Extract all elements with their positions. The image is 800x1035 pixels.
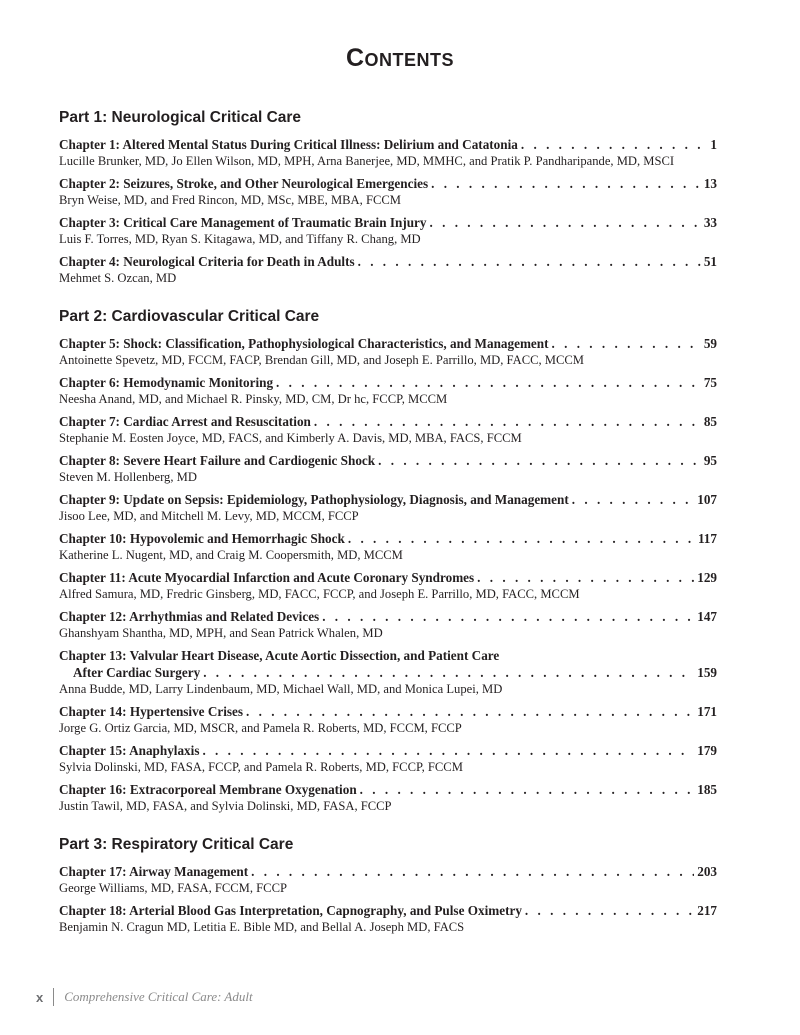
chapter-title-line: [59, 703, 717, 720]
chapter-title: Chapter 17: Airway Management: [59, 864, 249, 879]
chapter-authors: George Williams, MD, FASA, FCCM, FCCP: [59, 881, 287, 895]
chapter-authors: Antoinette Spevetz, MD, FCCM, FACP, Brendan Gill, MD, and Joseph E. Parrillo, MD, FACC, MCCM: [59, 353, 584, 367]
chapter-authors: Stephanie M. Eosten Joyce, MD, FACS, and Kimberly A. Davis, MD, MBA, FACS, FCCM: [59, 431, 522, 445]
chapter-page-number: 159: [697, 665, 717, 680]
chapter-page-number: 95: [703, 453, 717, 468]
chapter-page-number: 13: [703, 176, 717, 191]
footer-book-title: Comprehensive Critical Care: Adult: [64, 989, 253, 1004]
chapter-authors: Jisoo Lee, MD, and Mitchell M. Levy, MD, MCCM, FCCP: [59, 509, 359, 523]
dot-leader: [358, 253, 701, 270]
toc-entry: [59, 863, 717, 896]
toc-entry: [59, 335, 717, 368]
chapter-title-line: [59, 253, 717, 270]
dot-leader: [203, 664, 694, 681]
dot-leader: [348, 530, 695, 547]
chapter-title: Chapter 11: Acute Myocardial Infarction and Acute Coronary Syndromes: [59, 570, 475, 585]
chapter-authors: Katherine L. Nugent, MD, and Craig M. Coopersmith, MD, MCCM: [59, 548, 403, 562]
toc-entry: [59, 742, 717, 775]
page-footer: [36, 988, 253, 1006]
dot-leader: [521, 136, 708, 153]
chapter-title: Chapter 3: Critical Care Management of Traumatic Brain Injury: [59, 215, 427, 230]
chapter-title-line: [59, 214, 717, 231]
chapter-authors: Neesha Anand, MD, and Michael R. Pinsky, MD, CM, Dr hc, FCCP, MCCM: [59, 392, 448, 406]
dot-leader: [202, 742, 694, 759]
chapter-title: Chapter 12: Arrhythmias and Related Devices: [59, 609, 320, 624]
chapter-title: Chapter 7: Cardiac Arrest and Resuscitation: [59, 414, 311, 429]
dot-leader: [314, 413, 701, 430]
chapter-authors: Luis F. Torres, MD, Ryan S. Kitagawa, MD, and Tiffany R. Chang, MD: [59, 232, 421, 246]
chapter-page-number: 75: [703, 375, 717, 390]
toc-entry: [59, 781, 717, 814]
chapter-title-line: [59, 647, 717, 664]
part-gap: [59, 820, 717, 835]
footer-divider: [53, 988, 54, 1006]
chapter-title-line: [59, 742, 717, 759]
chapter-page-number: 59: [703, 336, 717, 351]
chapter-authors: Sylvia Dolinski, MD, FASA, FCCP, and Pamela R. Roberts, MD, FCCP, FCCM: [59, 760, 463, 774]
chapter-page-number: 107: [697, 492, 717, 507]
dot-leader: [431, 175, 701, 192]
chapter-authors: Jorge G. Ortiz Garcia, MD, MSCR, and Pamela R. Roberts, MD, FCCM, FCCP: [59, 721, 462, 735]
chapter-title: Chapter 14: Hypertensive Crises: [59, 704, 243, 719]
chapter-title-line: [59, 136, 717, 153]
dot-leader: [378, 452, 701, 469]
toc-entry: [59, 175, 717, 208]
chapter-authors: Lucille Brunker, MD, Jo Ellen Wilson, MD, MPH, Arna Banerjee, MD, MMHC, and Pratik P. Pandharipande, MD, MSCI: [59, 154, 675, 168]
part-heading: Part 3: Respiratory Critical Care: [59, 836, 294, 853]
chapter-authors: Ghanshyam Shantha, MD, MPH, and Sean Patrick Whalen, MD: [59, 626, 383, 640]
toc-entry: [59, 569, 717, 602]
page-title: Contents: [345, 44, 455, 72]
chapter-title-line: [59, 863, 717, 880]
part-heading: Part 2: Cardiovascular Critical Care: [59, 308, 320, 325]
chapter-authors: Steven M. Hollenberg, MD: [59, 470, 197, 484]
chapter-title: Chapter 1: Altered Mental Status During Critical Illness: Delirium and Catatonia: [59, 137, 518, 152]
chapter-page-number: 33: [703, 215, 717, 230]
footer-page-number: x: [36, 989, 44, 1005]
toc-entry: [59, 214, 717, 247]
toc-entry: [59, 530, 717, 563]
toc-entry: [59, 253, 717, 286]
part-heading: Part 1: Neurological Critical Care: [59, 109, 302, 126]
toc-entry: [59, 902, 717, 935]
chapter-page-number: 117: [697, 531, 717, 546]
chapter-title-line: [59, 491, 717, 508]
chapter-title-line: [59, 175, 717, 192]
dot-leader: [430, 214, 701, 231]
chapter-title: Chapter 6: Hemodynamic Monitoring: [59, 375, 274, 390]
chapter-title-line: [59, 374, 717, 391]
chapter-title: Chapter 2: Seizures, Stroke, and Other Neurological Emergencies: [59, 176, 429, 191]
chapter-title: Chapter 8: Severe Heart Failure and Cardiogenic Shock: [59, 453, 376, 468]
dot-leader: [251, 863, 694, 880]
toc-entry: [59, 647, 717, 697]
toc-entry: [59, 703, 717, 736]
toc-entry: [59, 452, 717, 485]
part-gap: [59, 292, 717, 307]
toc-entry: [59, 413, 717, 446]
chapter-title-line: [59, 335, 717, 352]
chapter-title-continuation: After Cardiac Surgery: [73, 665, 201, 680]
chapter-title: Chapter 4: Neurological Criteria for Death in Adults: [59, 254, 355, 269]
toc-entry: [59, 608, 717, 641]
chapter-authors: Mehmet S. Ozcan, MD: [59, 271, 177, 285]
chapter-authors: Benjamin N. Cragun MD, Letitia E. Bible MD, and Bellal A. Joseph MD, FACS: [59, 920, 465, 934]
dot-leader: [477, 569, 694, 586]
chapter-authors: Alfred Samura, MD, Fredric Ginsberg, MD, FACC, FCCP, and Joseph E. Parrillo, MD, FACC, MCCM: [59, 587, 580, 601]
toc-entry: [59, 136, 717, 169]
chapter-title: Chapter 18: Arterial Blood Gas Interpretation, Capnography, and Pulse Oximetry: [59, 903, 522, 918]
chapter-title-line: [59, 530, 717, 547]
dot-leader: [276, 374, 701, 391]
toc-entry: [59, 374, 717, 407]
chapter-title-line: [59, 902, 717, 919]
dot-leader: [525, 902, 694, 919]
chapter-page-number: 1: [710, 137, 717, 152]
chapter-title: Chapter 13: Valvular Heart Disease, Acute Aortic Dissection, and Patient Care: [59, 648, 500, 663]
chapter-title: Chapter 5: Shock: Classification, Pathophysiological Characteristics, and Management: [59, 336, 549, 351]
chapter-title: Chapter 9: Update on Sepsis: Epidemiology, Pathophysiology, Diagnosis, and Management: [59, 492, 569, 507]
dot-leader: [322, 608, 694, 625]
dot-leader: [552, 335, 701, 352]
chapter-title-line: [59, 569, 717, 586]
chapter-title-line: [59, 413, 717, 430]
chapter-title: Chapter 10: Hypovolemic and Hemorrhagic Shock: [59, 531, 345, 546]
chapter-page-number: 185: [697, 782, 717, 797]
toc-content: [59, 108, 717, 941]
chapter-page-number: 171: [697, 704, 717, 719]
chapter-page-number: 217: [697, 903, 717, 918]
toc-entry: [59, 491, 717, 524]
chapter-page-number: 85: [703, 414, 717, 429]
chapter-page-number: 129: [697, 570, 717, 585]
chapter-page-number: 51: [703, 254, 717, 269]
dot-leader: [246, 703, 694, 720]
chapter-authors: Anna Budde, MD, Larry Lindenbaum, MD, Michael Wall, MD, and Monica Lupei, MD: [59, 682, 503, 696]
chapter-title: Chapter 15: Anaphylaxis: [59, 743, 200, 758]
dot-leader: [360, 781, 695, 798]
chapter-authors: Justin Tawil, MD, FASA, and Sylvia Dolinski, MD, FASA, FCCP: [59, 799, 392, 813]
chapter-title: Chapter 16: Extracorporeal Membrane Oxygenation: [59, 782, 357, 797]
chapter-title-line: [59, 608, 717, 625]
chapter-authors: Bryn Weise, MD, and Fred Rincon, MD, MSc, MBE, MBA, FCCM: [59, 193, 401, 207]
chapter-page-number: 179: [697, 743, 717, 758]
dot-leader: [572, 491, 694, 508]
chapter-title-line: [59, 664, 717, 681]
chapter-page-number: 203: [697, 864, 717, 879]
chapter-title-line: [59, 452, 717, 469]
chapter-page-number: 147: [697, 609, 717, 624]
chapter-title-line: [59, 781, 717, 798]
